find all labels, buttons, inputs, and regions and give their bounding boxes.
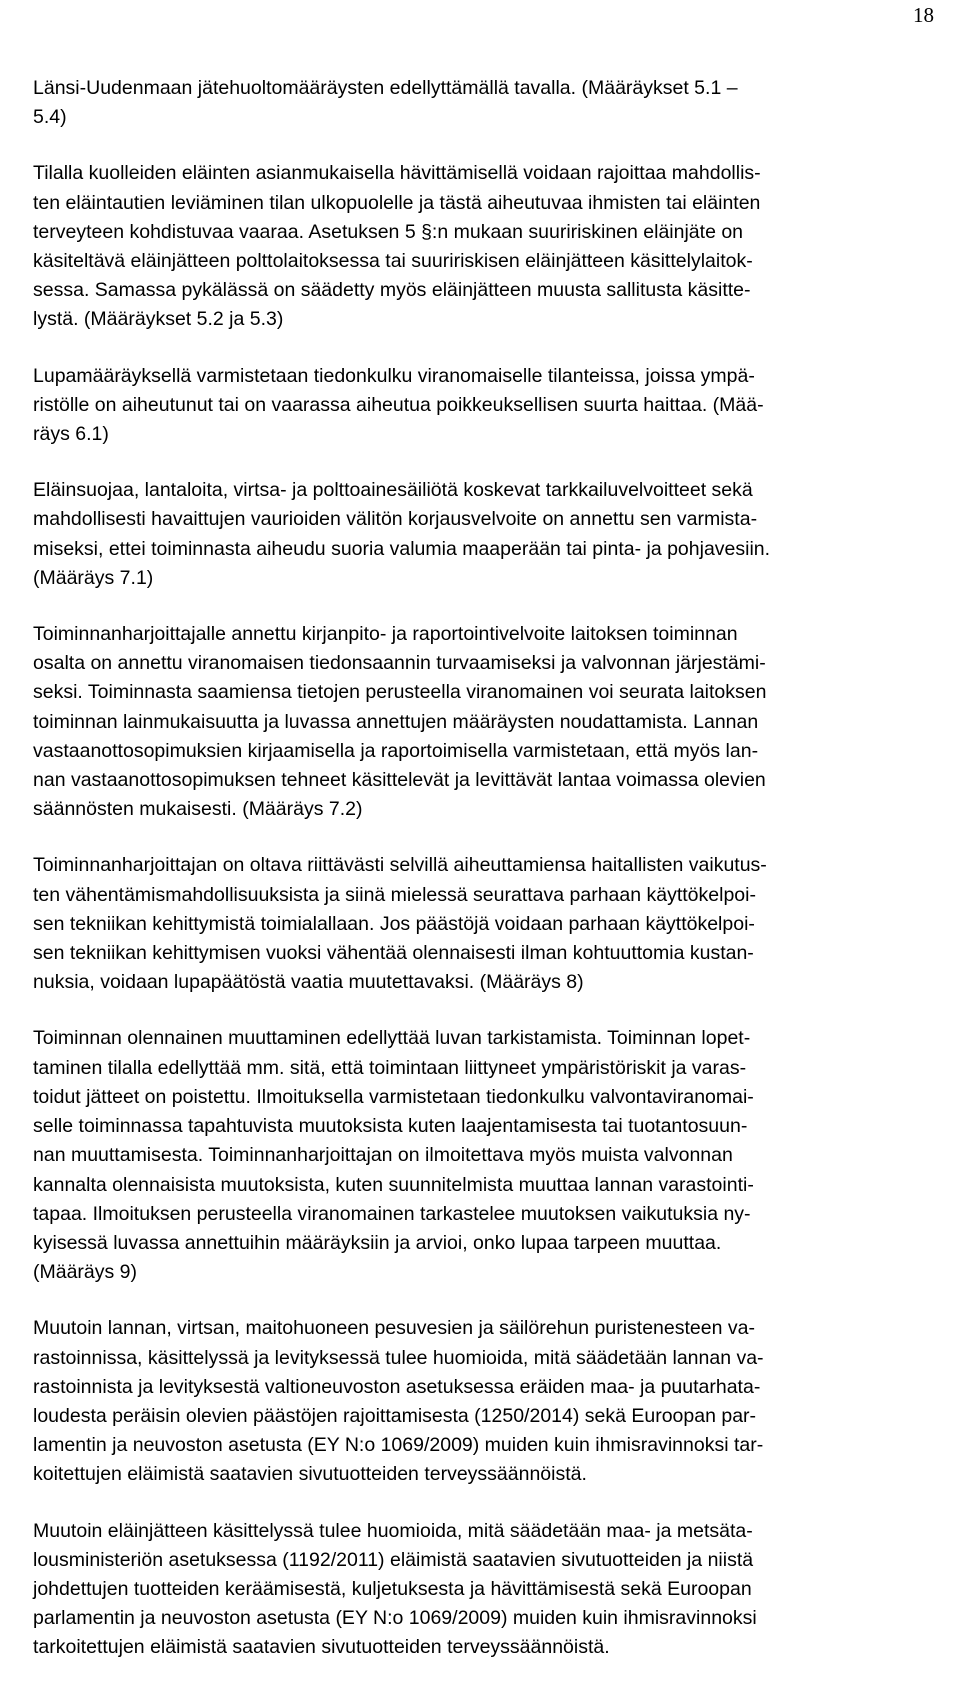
text-line: kannalta olennaisista muutoksista, kuten suunnitelmista muuttaa lannan varastointi-: [33, 1173, 754, 1196]
text-line: kyisessä luvassa annettuihin määräyksiin ja arvioi, onko lupaa tarpeen muuttaa.: [33, 1231, 722, 1254]
text-line: johdettujen tuotteiden keräämisestä, kuljetuksesta ja hävittämisestä sekä Euroopan: [33, 1577, 752, 1600]
text-line: Toiminnan olennainen muuttaminen edellyttää luvan tarkistamista. Toiminnan lopet-: [33, 1027, 751, 1050]
paragraph: [33, 1517, 960, 1663]
text-line: Muutoin eläinjätteen käsittelyssä tulee huomioida, mitä säädetään maa- ja metsäta-: [33, 1519, 753, 1542]
text-line: nuksia, voidaan lupapäätöstä vaatia muutettavaksi. (Määräys 8): [33, 971, 584, 994]
text-line: käsiteltävä eläinjätteen polttolaitoksessa tai suuririskisen eläinjätteen käsittelylaitok-: [33, 250, 753, 273]
text-line: ten eläintautien leviäminen tilan ulkopuolelle ja tästä aiheutuvaa ihmisten tai eläinten: [33, 191, 761, 214]
text-line: toiminnan lainmukaisuutta ja luvassa annettujen määräysten noudattamista. Lannan: [33, 710, 759, 733]
text-line: nan muuttamisesta. Toiminnanharjoittajan on ilmoitettava myös muista valvonnan: [33, 1144, 733, 1167]
text-line: lousministeriön asetuksessa (1192/2011) eläimistä saatavien sivutuotteiden ja niistä: [33, 1548, 754, 1571]
paragraph: [33, 1024, 960, 1287]
paragraph: [33, 159, 960, 334]
text-line: rastoinnista ja levityksestä valtioneuvoston asetuksessa eräiden maa- ja puutarhata-: [33, 1375, 761, 1398]
text-line: tarkoitettujen eläimistä saatavien sivutuotteiden terveyssäännöistä.: [33, 1636, 610, 1659]
text-line: toidut jätteet on poistettu. Ilmoituksella varmistetaan tiedonkulku valvontaviranomai-: [33, 1085, 754, 1108]
paragraph: [33, 1314, 960, 1489]
text-line: 5.4): [33, 106, 67, 129]
text-line: (Määräys 7.1): [33, 566, 154, 589]
paragraph: [33, 74, 960, 132]
text-line: loudesta peräisin olevien päästöjen rajoittamisesta (1250/2014) sekä Euroopan par-: [33, 1404, 757, 1427]
text-line: Muutoin lannan, virtsan, maitohuoneen pesuvesien ja säilörehun puristenesteen va-: [33, 1317, 755, 1340]
text-line: räys 6.1): [33, 423, 109, 446]
text-line: seksi. Toiminnasta saamiensa tietojen perusteella viranomainen voi seurata laitoksen: [33, 681, 767, 704]
text-line: Eläinsuojaa, lantaloita, virtsa- ja polttoainesäiliötä koskevat tarkkailuvelvoitteet sekä: [33, 479, 753, 502]
text-line: Länsi-Uudenmaan jätehuoltomääräysten edellyttämällä tavalla. (Määräykset 5.1 –: [33, 77, 738, 99]
paragraph: [33, 362, 960, 450]
text-line: tapaa. Ilmoituksen perusteella viranomainen tarkastelee muutoksen vaikutuksia ny-: [33, 1202, 751, 1225]
text-line: rastoinnissa, käsittelyssä ja levityksessä tulee huomioida, mitä säädetään lannan va-: [33, 1346, 764, 1369]
text-line: sessa. Samassa pykälässä on säädetty myös eläinjätteen muusta sallitusta käsitte-: [33, 279, 751, 302]
text-line: parlamentin ja neuvoston asetusta (EY N:o 1069/2009) muiden kuin ihmisravinnoksi: [33, 1607, 757, 1630]
text-line: nan vastaanottosopimuksen tehneet käsittelevät ja levittävät lantaa voimassa olevien: [33, 769, 766, 792]
text-line: sen tekniikan kehittymisen vuoksi vähentää olennaisesti ilman kohtuuttomia kustan-: [33, 942, 754, 965]
text-line: vastaanottosopimuksien kirjaamisella ja raportoimisella varmistetaan, että myös lan-: [33, 739, 759, 762]
text-line: säännösten mukaisesti. (Määräys 7.2): [33, 798, 363, 821]
text-line: Toiminnanharjoittajalle annettu kirjanpito- ja raportointivelvoite laitoksen toiminnan: [33, 623, 738, 646]
text-line: Toiminnanharjoittajan on oltava riittävästi selvillä aiheuttamiensa haitallisten vaikutus-: [33, 854, 767, 877]
text-line: taminen tilalla edellyttää mm. sitä, että toimintaan liittyneet ympäristöriskit ja varas-: [33, 1056, 747, 1079]
text-line: Tilalla kuolleiden eläinten asianmukaisella hävittämisellä voidaan rajoittaa mahdollis-: [33, 162, 761, 185]
text-line: sen tekniikan kehittymistä toimialallaan. Jos päästöjä voidaan parhaan käyttökelpoi-: [33, 912, 755, 935]
text-line: terveyteen kohdistuvaa vaaraa. Asetuksen 5 §:n mukaan suuririskinen eläinjäte on: [33, 220, 744, 243]
paragraph: [33, 620, 960, 824]
text-line: lamentin ja neuvoston asetusta (EY N:o 1069/2009) muiden kuin ihmisravinnoksi tar-: [33, 1434, 764, 1457]
text-line: ten vähentämismahdollisuuksista ja siinä mielessä seurattava parhaan käyttökelpoi-: [33, 883, 756, 906]
text-line: osalta on annettu viranomaisen tiedonsaannin turvaamiseksi ja valvonnan järjestämi-: [33, 652, 766, 675]
text-line: selle toiminnassa tapahtuvista muutoksista kuten laajentamisesta tai tuotantosuun-: [33, 1115, 748, 1138]
text-line: Lupamääräyksellä varmistetaan tiedonkulku viranomaiselle tilanteissa, joissa ympä-: [33, 364, 755, 387]
text-line: miseksi, ettei toiminnasta aiheudu suoria valumia maaperään tai pinta- ja pohjavesiin.: [33, 537, 771, 560]
text-line: (Määräys 9): [33, 1261, 138, 1284]
text-line: koitettujen eläimistä saatavien sivutuotteiden terveyssäännöistä.: [33, 1463, 587, 1486]
text-line: lystä. (Määräykset 5.2 ja 5.3): [33, 308, 284, 331]
text-line: mahdollisesti havaittujen vaurioiden välitön korjausvelvoite on annettu sen varmista-: [33, 508, 758, 531]
document-body: [33, 74, 960, 1690]
paragraph: [33, 851, 960, 997]
page-number: 18: [913, 3, 934, 27]
paragraph: [33, 476, 960, 593]
text-line: ristölle on aiheutunut tai on vaarassa aiheutua poikkeuksellisen suurta haittaa. (Mää-: [33, 393, 764, 416]
